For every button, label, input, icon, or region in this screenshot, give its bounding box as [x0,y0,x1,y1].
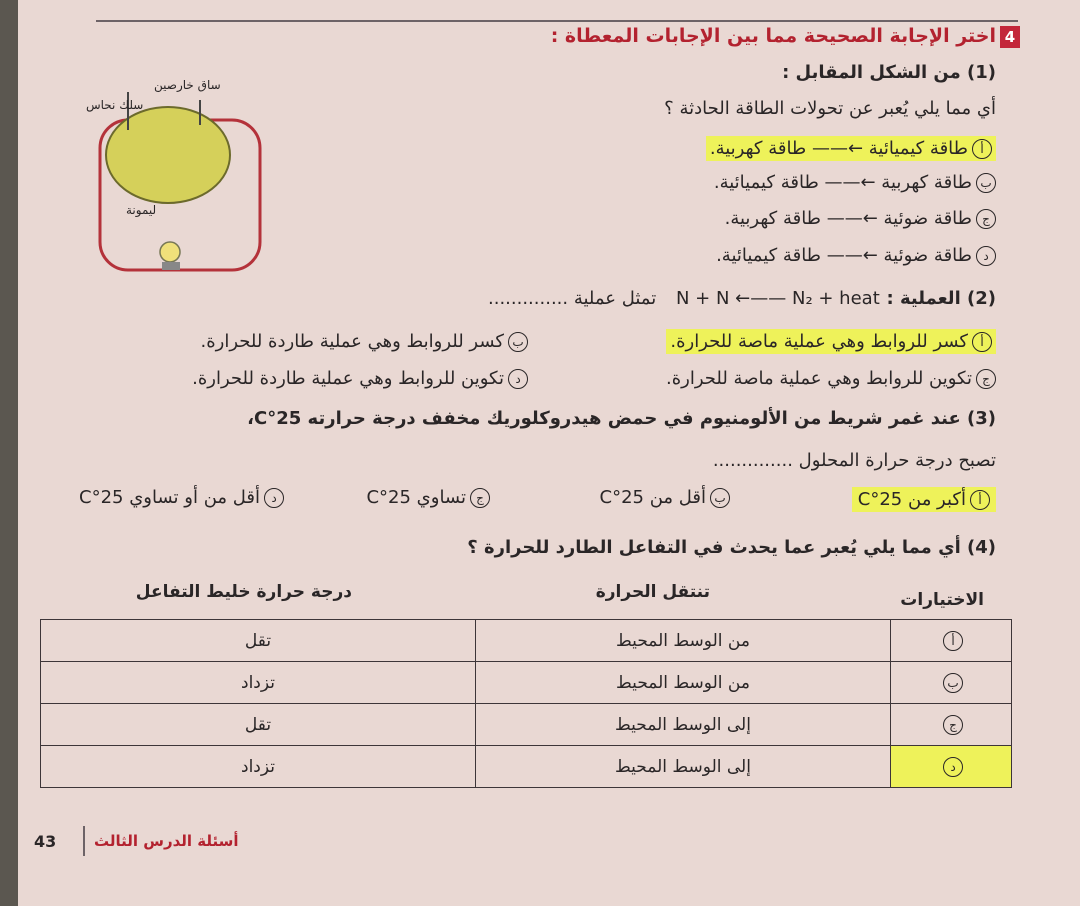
option-marker: ب [710,488,730,508]
table-row[interactable] [41,704,1012,746]
q2-tail: تمثل عملية .............. [488,288,657,309]
option-text: أكبر من 25°C [857,489,966,510]
option-text: تساوي 25°C [366,487,466,508]
zinc-rod-label: ساق خارصين [154,78,221,92]
option-marker: د [976,246,996,266]
q1-option-a[interactable] [706,136,996,161]
lemon-label: ليمونة [126,203,157,217]
q1-option-d[interactable] [716,245,996,266]
choice-cell [891,620,1012,662]
option-marker: ب [508,332,528,352]
option-text: كسر للروابط وهي عملية ماصة للحرارة. [670,331,968,352]
temp-cell: تقل [41,620,476,662]
option-marker: ج [470,488,490,508]
q4-question: (4) أي مما يلي يُعبر عما يحدث في التفاعل الطارد للحرارة ؟ [467,537,996,558]
copper-wire-label: سلك نحاس [86,98,144,112]
option-marker: ج [943,715,963,735]
option-marker: د [508,369,528,389]
option-marker: أ [972,332,992,352]
q2-equation: N + N ←—— N₂ + heat [676,288,880,309]
temp-cell: تزداد [41,746,476,788]
q1-heading: (1) من الشكل المقابل : [782,62,996,83]
top-rule [96,20,1018,22]
option-text: طاقة كيميائية ←—— طاقة كهربية. [709,138,968,159]
option-marker: أ [972,139,992,159]
table-row[interactable] [41,662,1012,704]
option-marker: أ [943,631,963,651]
table-row[interactable] [41,620,1012,662]
option-marker: د [264,488,284,508]
q3-option-a[interactable] [852,487,996,512]
heat-cell: إلى الوسط المحيط [476,704,891,746]
q2-option-b[interactable] [201,331,529,352]
table-header-heat: تنتقل الحرارة [595,582,710,602]
q1-option-b[interactable] [714,172,996,193]
footer-divider [83,826,85,856]
q3-option-d[interactable] [79,487,284,508]
q3-line2: تصبح درجة حرارة المحلول .............. [712,450,996,471]
heat-cell: من الوسط المحيط [476,662,891,704]
table-header-temp: درجة حرارة خليط التفاعل [135,582,352,602]
choice-cell [891,746,1012,788]
choice-cell [891,704,1012,746]
option-marker: ب [976,173,996,193]
q3-option-b[interactable] [599,487,730,508]
option-text: طاقة ضوئية ←—— طاقة كهربية. [724,208,972,229]
q1-option-c[interactable] [725,208,996,229]
choice-cell [891,662,1012,704]
q2-option-c[interactable] [666,368,996,389]
workbook-page [18,0,1080,906]
q1-question: أي مما يلي يُعبر عن تحولات الطاقة الحادثة ؟ [664,98,996,119]
page-number: 43 [34,832,57,851]
section-title: اختر الإجابة الصحيحة مما بين الإجابات المعطاة : [550,25,996,47]
option-text: تكوين للروابط وهي عملية ماصة للحرارة. [665,368,972,389]
option-text: تكوين للروابط وهي عملية طاردة للحرارة. [192,368,504,389]
option-marker: ج [976,209,996,229]
option-marker: ج [976,369,996,389]
table-header-choices: الاختيارات [900,590,984,610]
table-row[interactable] [41,746,1012,788]
q3-option-c[interactable] [366,487,490,508]
q2-option-a[interactable] [666,329,996,354]
q2-option-d[interactable] [192,368,528,389]
q3-line1: (3) عند غمر شريط من الألومنيوم في حمض هيدروكلوريك مخفف درجة حرارته 25°C، [247,408,996,429]
bulb-icon [160,242,180,262]
option-text: طاقة كهربية ←—— طاقة كيميائية. [713,172,972,193]
temp-cell: تقل [41,704,476,746]
heat-cell: من الوسط المحيط [476,620,891,662]
book-title: أسئلة الدرس الثالث [94,832,239,850]
option-text: أقل من أو تساوي 25°C [79,487,260,508]
option-marker: د [943,757,963,777]
q2-heading: (2) العملية : [886,288,996,309]
option-text: كسر للروابط وهي عملية طاردة للحرارة. [200,331,504,352]
option-text: أقل من 25°C [599,487,706,508]
q4-table [40,619,1012,788]
option-marker: ب [943,673,963,693]
heat-cell: إلى الوسط المحيط [476,746,891,788]
lemon-shape [106,107,230,203]
question-number-badge: 4 [1000,26,1020,48]
option-marker: أ [970,490,990,510]
temp-cell: تزداد [41,662,476,704]
option-text: طاقة ضوئية ←—— طاقة كيميائية. [716,245,972,266]
